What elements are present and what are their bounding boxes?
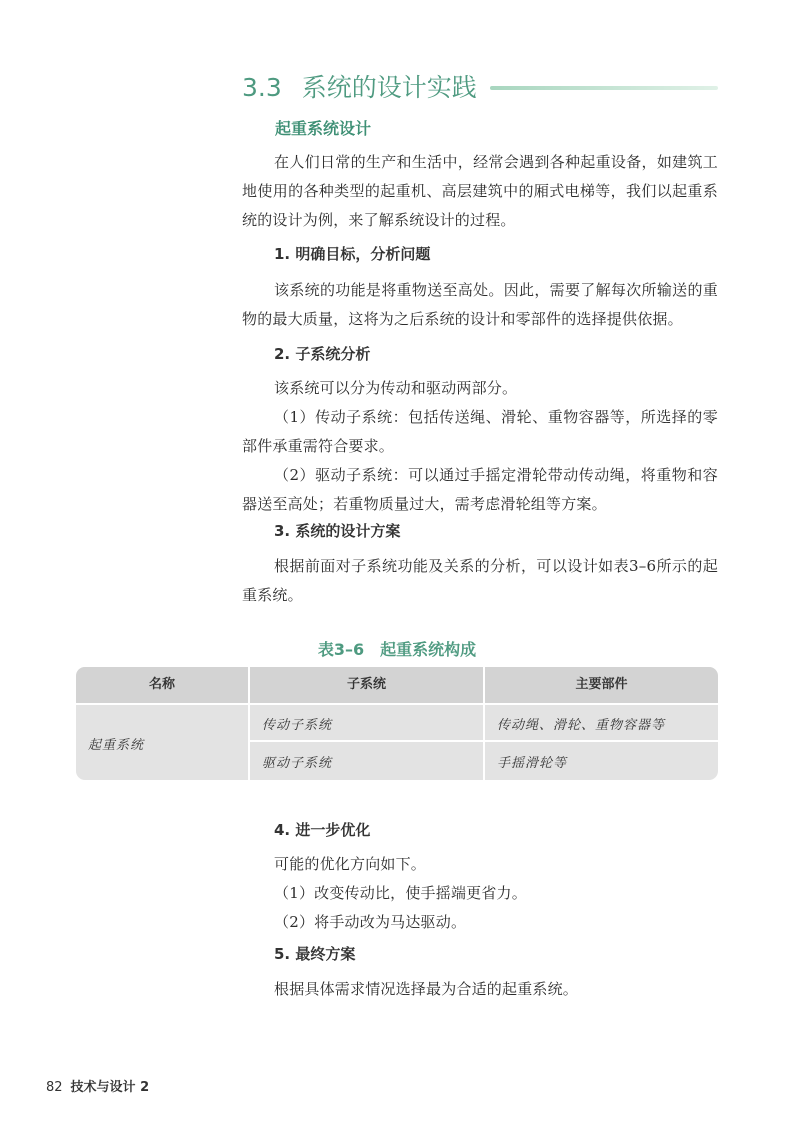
intro-paragraph <box>242 148 718 235</box>
step-3-heading: 3. 系统的设计方案 <box>274 522 401 540</box>
section-title-text: 系统的设计实践 <box>301 73 477 102</box>
page-number: 82 <box>46 1080 63 1095</box>
step-5-heading: 5. 最终方案 <box>274 945 356 963</box>
step-4-para-3: （2）将手动改为马达驱动。 <box>274 913 467 931</box>
step-2-para-3: （2）驱动子系统：可以通过手摇定滑轮带动传动绳，将重物和容器送至高处；若重物质量过大，需考虑滑轮组等方案。 <box>242 466 718 513</box>
step-3-para-1: 根据前面对子系统功能及关系的分析，可以设计如表3–6所示的起重系统。 <box>242 557 718 604</box>
table-header-parts: 主要部件 <box>575 677 628 692</box>
step-2-heading: 2. 子系统分析 <box>274 345 371 363</box>
table-cell-subsystem: 传动子系统 <box>262 718 333 733</box>
step-1-body <box>242 276 718 334</box>
table-header-subsystem: 子系统 <box>346 677 386 692</box>
step-2-para-2: （1）传动子系统：包括传送绳、滑轮、重物容器等，所选择的零部件承重需符合要求。 <box>242 408 718 455</box>
table-cell-name: 起重系统 <box>88 738 145 753</box>
table-caption-title: 起重系统构成 <box>380 640 477 659</box>
composition-table <box>76 667 718 780</box>
table-divider <box>250 740 718 742</box>
table-cell-subsystem: 驱动子系统 <box>262 756 333 771</box>
table-cell-parts: 传动绳、滑轮、重物容器等 <box>497 718 666 733</box>
book-title: 技术与设计 2 <box>70 1080 150 1095</box>
section-title <box>242 70 477 106</box>
table-header-name: 名称 <box>148 677 175 692</box>
step-3-body <box>242 552 718 610</box>
step-5-body <box>242 975 718 1004</box>
table-divider <box>248 667 250 780</box>
title-rule <box>490 86 718 90</box>
table-caption <box>0 637 794 660</box>
step-1-heading: 1. 明确目标，分析问题 <box>274 245 431 263</box>
step-4-body <box>242 850 718 937</box>
step-2-para-1: 该系统可以分为传动和驱动两部分。 <box>274 379 518 397</box>
intro-text: 在人们日常的生产和生活中，经常会遇到各种起重设备，如建筑工地使用的各种类型的起重机、高层建筑中的厢式电梯等，我们以起重系统的设计为例，来了解系统设计的过程。 <box>242 153 718 229</box>
step-4-heading: 4. 进一步优化 <box>274 821 371 839</box>
step-2-body <box>242 374 718 519</box>
table-cell-parts: 手摇滑轮等 <box>497 756 568 771</box>
step-5-para-1: 根据具体需求情况选择最为合适的起重系统。 <box>274 980 579 998</box>
table-divider <box>76 703 718 705</box>
step-4-para-1: 可能的优化方向如下。 <box>274 855 427 873</box>
table-caption-number: 表3–6 <box>317 640 365 659</box>
step-4-para-2: （1）改变传动比，使手摇端更省力。 <box>274 884 527 902</box>
step-1-para-1: 该系统的功能是将重物送至高处。因此，需要了解每次所输送的重物的最大质量，这将为之后系统的设计和零部件的选择提供依据。 <box>242 281 718 328</box>
subsection-title: 起重系统设计 <box>275 119 372 138</box>
section-number: 3.3 <box>242 73 282 102</box>
page-footer <box>46 1076 149 1095</box>
table-divider <box>483 667 485 780</box>
